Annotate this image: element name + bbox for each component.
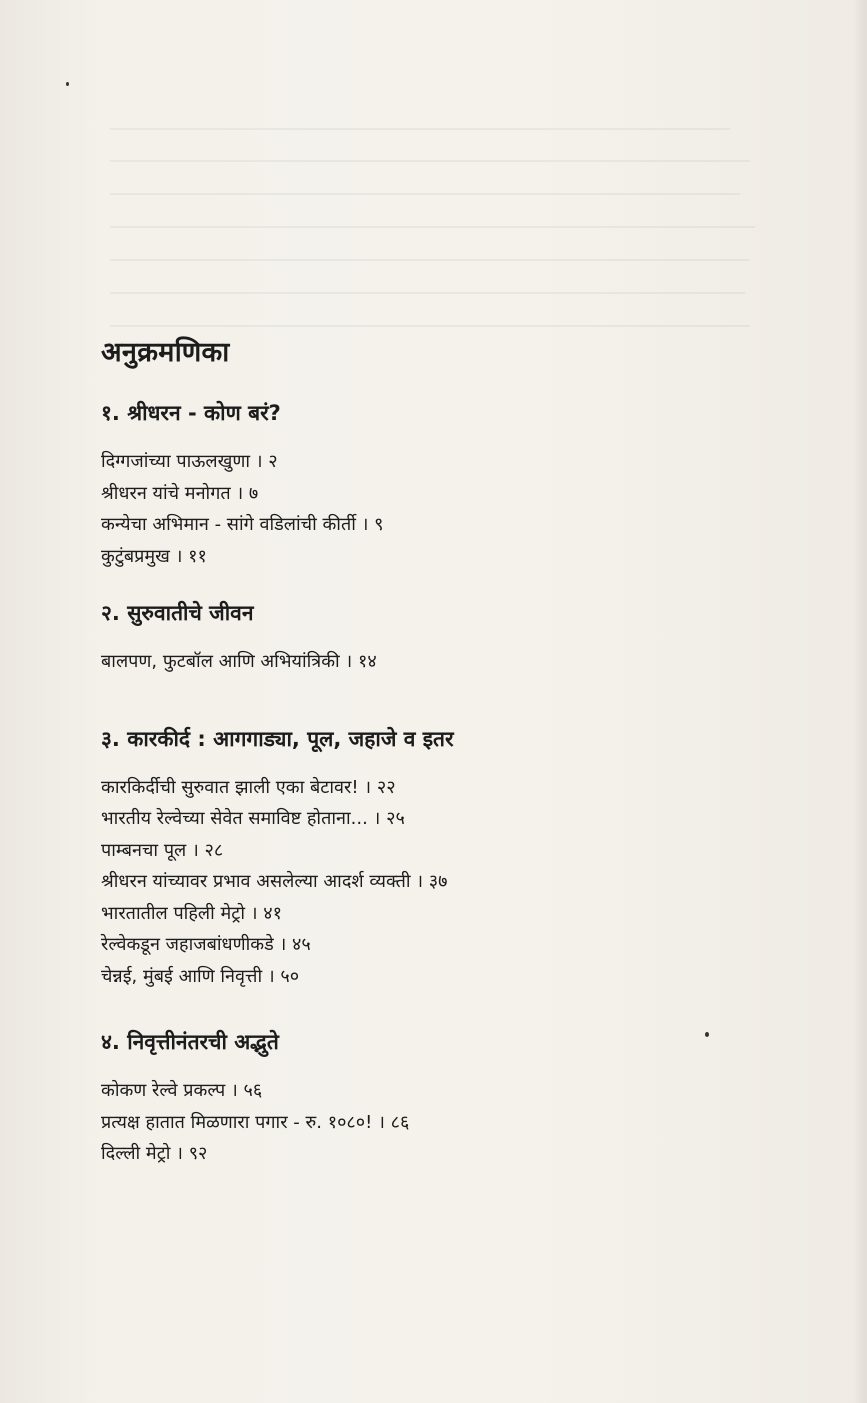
section-spacer xyxy=(101,572,781,596)
section-spacer xyxy=(101,992,781,1025)
show-through-line xyxy=(110,160,750,162)
toc-section xyxy=(101,1025,781,1170)
show-through-line xyxy=(110,325,750,327)
toc-entry: भारतातील पहिली मेट्रो । ४१ xyxy=(101,902,282,924)
table-of-contents xyxy=(101,332,781,1170)
toc-entry: दिग्गजांच्या पाऊलखुणा । २ xyxy=(101,451,278,472)
toc-entry: प्रत्यक्ष हातात मिळणारा पगार - रु. १०८०! । ८६ xyxy=(101,1111,410,1133)
show-through-line xyxy=(110,226,755,228)
toc-entry: बालपण, फुटबॉल आणि अभियांत्रिकी । १४ xyxy=(101,651,377,672)
toc-entry: भारतीय रेल्वेच्या सेवेत समाविष्ट होताना... । २५ xyxy=(101,808,405,829)
section-spacer xyxy=(101,678,781,722)
paper-speck xyxy=(66,82,69,86)
section-heading: ४. निवृत्तीनंतरची अद्भुते xyxy=(101,1030,279,1054)
show-through-line xyxy=(110,128,730,130)
toc-section xyxy=(101,722,781,993)
show-through-line xyxy=(110,259,750,261)
section-heading: ३. कारकीर्द : आगगाड्या, पूल, जहाजे व इतर xyxy=(101,726,454,751)
toc-title: अनुक्रमणिका xyxy=(101,337,230,368)
toc-entry: चेन्नई, मुंबई आणि निवृत्ती । ५० xyxy=(101,965,300,987)
toc-section xyxy=(101,596,781,678)
show-through-line xyxy=(110,292,745,294)
toc-entry: कुटुंबप्रमुख । ११ xyxy=(101,545,207,567)
toc-entry: रेल्वेकडून जहाजबांधणीकडे । ४५ xyxy=(101,934,311,955)
section-heading: १. श्रीधरन - कोण बरं? xyxy=(101,401,281,425)
toc-entry: कन्येचा अभिमान - सांगे वडिलांची कीर्ती । ९ xyxy=(101,514,384,535)
show-through-line xyxy=(110,193,740,195)
toc-entry: पाम्बनचा पूल । २८ xyxy=(101,839,224,861)
toc-section xyxy=(101,396,781,572)
toc-entry: श्रीधरन यांच्यावर प्रभाव असलेल्या आदर्श व्यक्ती । ३७ xyxy=(101,871,448,892)
toc-entry: कारकिर्दीची सुरुवात झाली एका बेटावर! । २२ xyxy=(101,776,396,798)
toc-entry: कोकण रेल्वे प्रकल्प । ५६ xyxy=(101,1080,263,1101)
section-heading: २. सुरुवातीचे जीवन xyxy=(101,601,254,625)
page-edge-shadow xyxy=(853,0,867,1403)
toc-entry: दिल्ली मेट्रो । ९२ xyxy=(101,1143,208,1164)
toc-entry: श्रीधरन यांचे मनोगत । ७ xyxy=(101,482,259,504)
